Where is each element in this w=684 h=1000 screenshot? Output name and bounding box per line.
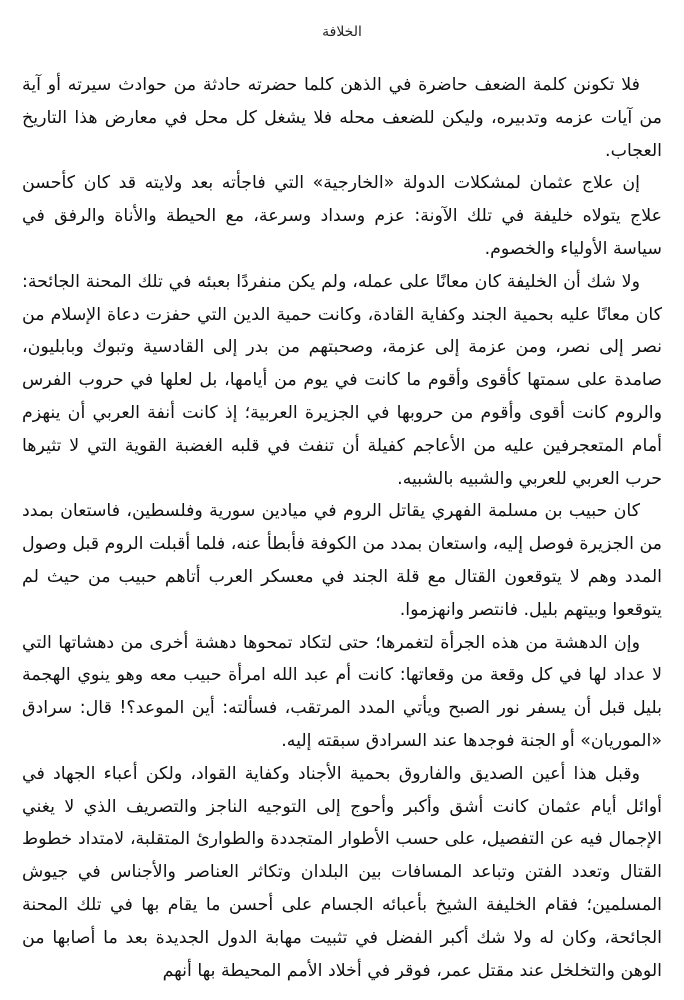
paragraph: كان حبيب بن مسلمة الفهري يقاتل الروم في ميادين سورية وفلسطين، فاستعان بمدد من الجزيرة فوصل إليه، واستعان بمدد من الكوفة فأبطأ عنه، فلما أقبلت الروم قبل وصول المدد وهم لا يتوقعون القتال مع قلة الجند في معسكر العرب أتاهم حبيب من حيث لم يتوقعوا وبيتهم بليل. فانتصر وانهزموا. <box>22 501 662 620</box>
paragraph: إن علاج عثمان لمشكلات الدولة «الخارجية» التي فاجأته بعد ولايته قد كان كأحسن علاج يتولاه خليفة في تلك الآونة: عزم وسداد وسرعة، مع الحيطة والأناة والرفق في سياسة الأولياء والخصوم. <box>22 173 662 259</box>
paragraph: وإن الدهشة من هذه الجرأة لتغمرها؛ حتى لتكاد تمحوها دهشة أخرى من دهشاتها التي لا عداد لها في كل وقعة من وقعاتها: كانت أم عبد الله امرأة حبيب معه وهو ينوي الهجمة بليل قبل أن يسفر نور الصبح ويأتي المدد المرتقب، فسألته: أين الموعد؟! قال: سرادق «الموريان» أو الجنة فوجدها عند السرادق سبقته إليه. <box>22 632 662 751</box>
paragraph: وقبل هذا أعين الصديق والفاروق بحمية الأجناد وكفاية القواد، ولكن أعباء الجهاد في أوائل أيام عثمان كانت أشق وأكبر وأحوج إلى التوجيه الناجز والتصريف الذي لا يغني الإجمال فيه عن التفصيل، على حسب الأطوار المتجددة والطوارئ المتقلبة، لامتداد خطوط القتال وتعدد الفتن وتباعد المسافات بين البلدان وتكاثر العناصر والأجناس في جيوش المسلمين؛ فقام الخليفة الشيخ بأعبائه الجسام على أحسن ما يقام بها في تلك المحنة الجائحة، وكان له ولا شك أكبر الفضل في تثبيت مهابة الدول الجديدة بعد ما أصابها من الوهن والتخلخل عند مقتل عمر، فوقر في أخلاد الأمم المحيطة بها أنهم <box>22 763 662 981</box>
body-text <box>22 69 662 987</box>
paragraph: فلا تكونن كلمة الضعف حاضرة في الذهن كلما حضرته حادثة من حوادث سيرته أو آية من آيات عزمه وتدبيره، وليكن للضعف محله فلا يشغل كل محل في معارض هذا التاريخ العجاب. <box>22 75 662 161</box>
paragraph: ولا شك أن الخليفة كان معانًا على عمله، ولم يكن منفردًا بعبئه في تلك المحنة الجائحة: كان معانًا عليه بحمية الجند وكفاية القادة، وكانت حمية الدين التي حفزت دعاة الإسلام من نصر إلى نصر، ومن عزمة إلى عزمة، وصحبتهم من بدر إلى القادسية وتبوك وبابليون، صامدة على سمتها كأقوى وأقوم ما كانت في يوم من أيامها، بل لعلها في حروب الفرس والروم كانت أقوى وأقوم من حروبها في الجزيرة العربية؛ إذ كانت أنفة العربي أن ينهزم أمام المتعجرفين عليه من الأعاجم كفيلة أن تنفث في قلبه الغضبة القوية التي لا تثيرها حرب العربي للعربي والشبيه بالشبيه. <box>22 271 662 489</box>
running-header: الخلافة <box>322 24 362 40</box>
